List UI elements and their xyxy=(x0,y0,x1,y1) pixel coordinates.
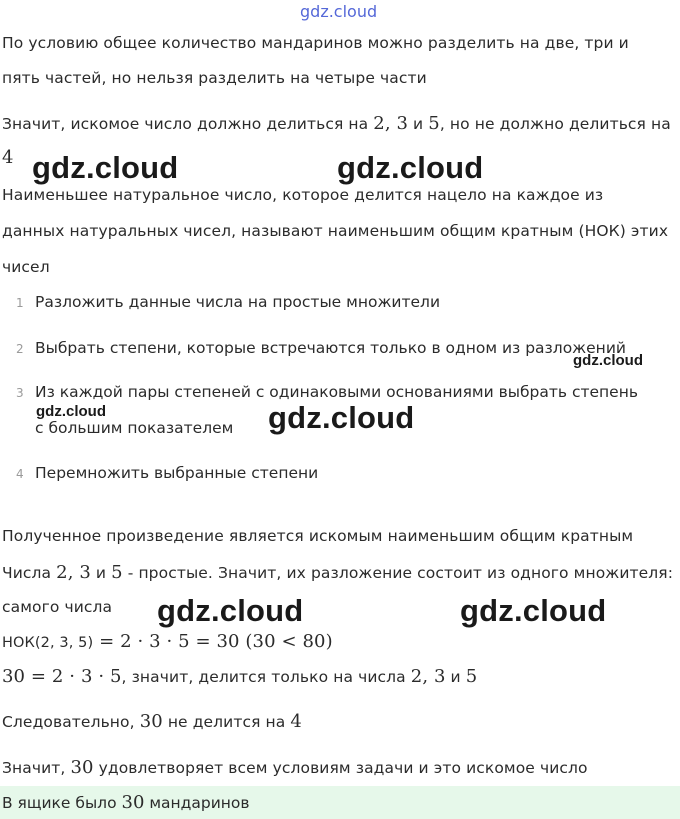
math-inline: 30 xyxy=(121,792,145,813)
paragraph-condition-line2: пять частей, но нельзя разделить на четыре части xyxy=(2,69,427,87)
answer-box xyxy=(0,786,680,819)
watermark-small: gdz.cloud xyxy=(573,352,643,369)
text-segment: , значит, делится только на числа xyxy=(121,668,411,686)
text-segment: Числа xyxy=(2,564,57,582)
list-number: 2 xyxy=(16,342,24,356)
text-segment: Значит, искомое число должно делиться на xyxy=(2,115,374,133)
paragraph-factorization xyxy=(2,666,477,687)
math-inline: 4 xyxy=(2,147,14,168)
text-segment: , но не должно делиться на xyxy=(439,115,671,133)
nok-label: НОК(2, 3, 5) xyxy=(2,635,94,651)
list-item-continuation: с большим показателем xyxy=(35,419,234,437)
text-segment: Следовательно, xyxy=(2,713,140,731)
formula-nok xyxy=(2,631,333,652)
text-segment: - простые. Значит, их разложение состоит из одного множителя: xyxy=(122,564,674,582)
math-inline: = 2 · 3 · 5 = 30 (30 < 80) xyxy=(93,631,333,652)
answer-text xyxy=(2,792,250,813)
list-item: Разложить данные числа на простые множители xyxy=(35,293,441,311)
text-segment: мандаринов xyxy=(144,794,250,812)
watermark: gdz.cloud xyxy=(32,150,179,185)
watermark: gdz.cloud xyxy=(157,593,304,628)
text-segment: удовлетворяет всем условиям задачи и это искомое число xyxy=(93,759,588,777)
watermark: gdz.cloud xyxy=(460,593,607,628)
watermark: gdz.cloud xyxy=(268,400,415,435)
watermark: gdz.cloud xyxy=(337,150,484,185)
watermark-small: gdz.cloud xyxy=(36,403,106,420)
math-inline: 30 xyxy=(139,711,163,732)
paragraph-not-divisible xyxy=(2,711,302,732)
paragraph-result: Полученное произведение является искомым наименьшим общим кратным xyxy=(2,527,634,545)
paragraph-conclusion xyxy=(2,757,588,778)
text-segment: и xyxy=(90,564,112,582)
math-inline: 2, 3 xyxy=(410,666,446,687)
math-inline: 4 xyxy=(290,711,302,732)
paragraph-divisibility xyxy=(2,113,671,134)
paragraph-divisibility-wrap xyxy=(2,147,14,168)
list-number: 1 xyxy=(16,296,24,310)
list-item: Выбрать степени, которые встречаются только в одном из разложений xyxy=(35,339,626,357)
paragraph-definition-line3: чисел xyxy=(2,258,50,276)
math-inline: 5 xyxy=(111,562,123,583)
text-segment: Значит, xyxy=(2,759,71,777)
paragraph-primes xyxy=(2,562,673,583)
math-inline: 2, 3 xyxy=(56,562,91,583)
text-segment: В ящике было xyxy=(2,794,122,812)
text-segment: и xyxy=(445,668,466,686)
math-inline: 30 xyxy=(70,757,94,778)
list-number: 4 xyxy=(16,467,24,481)
paragraph-definition-line1: Наименьшее натуральное число, которое делится нацело на каждое из xyxy=(2,186,604,204)
list-item: Из каждой пары степеней с одинаковыми основаниями выбрать степень xyxy=(35,383,638,401)
paragraph-definition-line2: данных натуральных чисел, называют наименьшим общим кратным (НОК) этих xyxy=(2,222,669,240)
paragraph-primes-line2: самого числа xyxy=(2,598,113,616)
watermark-top: gdz.cloud xyxy=(300,2,378,21)
math-inline: 5 xyxy=(428,113,440,134)
math-inline: 5 xyxy=(465,666,478,687)
paragraph-condition-line1: По условию общее количество мандаринов можно разделить на две, три и xyxy=(2,34,629,52)
text-segment: не делится на xyxy=(162,713,291,731)
list-number: 3 xyxy=(16,386,24,400)
list-item: Перемножить выбранные степени xyxy=(35,464,319,482)
math-inline: 2, 3 xyxy=(373,113,409,134)
text-segment: и xyxy=(408,115,429,133)
math-inline: 30 = 2 · 3 · 5 xyxy=(2,666,122,687)
